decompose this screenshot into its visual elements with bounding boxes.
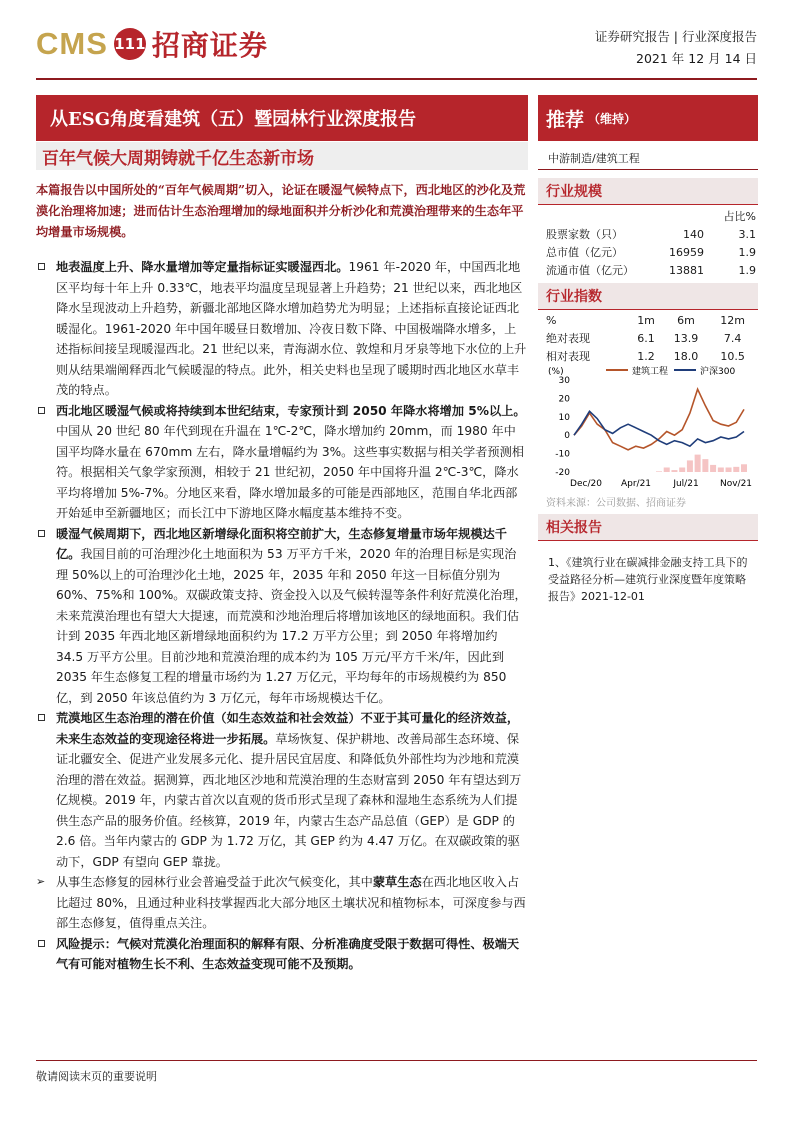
row-value: 18.0: [673, 349, 699, 363]
header-cell: 6m: [677, 313, 695, 327]
index-line-chart: [540, 364, 756, 488]
bullet-item: [36, 708, 528, 872]
arrow-bullet-icon: ➢: [36, 875, 46, 888]
row-value: 10.5: [720, 349, 745, 363]
related-report: 1、《建筑行业在碳减排金融支持工具下的受益路径分析—建筑行业深度暨年度策略报告》2021-12-01: [548, 556, 748, 603]
bullet-text: 中国从 20 世纪 80 年代到现在升温在 1℃-2℃，降水增加约 20mm，而 1980 年中国平均降水量在 670mm 左右，降水量增幅约为 3%。这些事实数据与相关学者预测相符。根据相关气象学家预测，相较于 21 世纪初，2050 年中国将升温 2℃-3℃，降水平均将增加 5%-7%。分地区来看，降水增加最多的可能是西部地区，范围自华北西部开始延申至新疆地区；而长江中下游地区降水幅度基本维持不变。: [56, 424, 524, 520]
header-cell: 12m: [720, 313, 745, 327]
rating-note: （维持）: [588, 111, 637, 126]
y-axis: [555, 376, 570, 478]
table-row: [546, 347, 756, 365]
rating-box: [538, 95, 758, 141]
checkbox-bullet-icon: [38, 940, 45, 947]
y-tick-label: 0: [564, 431, 570, 442]
relative-bar: [656, 471, 662, 472]
risk-lead: 风险提示：: [56, 936, 117, 951]
report-type: 证券研究报告 | 行业深度报告: [594, 29, 757, 44]
row-label: 总市值（亿元）: [546, 246, 623, 259]
legend-hs300: 沪深300: [700, 367, 736, 377]
row-pct: 1.9: [738, 245, 756, 259]
bullet-lead: 荒漠地区生态治理的潜在价值（如生态效益和社会效益）不亚于其可量化的经济效益，未来生态效益的变现途径将进一步拓展。: [56, 711, 520, 746]
logo-chinese: 招商证券: [151, 29, 268, 62]
bullet-text: 1961 年-2020 年，中国西北地区平均每十年上升 0.33℃，地表平均温度呈现显著上升趋势；21 世纪以来，西北地区降水呈现波动上升趋势，新疆北部地区降水增加趋势尤为明显；上述指标直接论证西北暖湿化。1961-2020 年中国年暖昼日数增加、冷夜日数下降、中国极端降水增多，上述指标间接呈现暖湿西北。21 世纪以来，青海湖水位、敦煌和月牙泉等地下水位的上升则从结果端阐释西北气候暖湿的特点。此外，相关史料也呈现了暖期时西北地区水草丰茂的特点。: [56, 260, 527, 397]
row-value: 6.1: [637, 331, 655, 345]
row-value: 13.9: [673, 331, 699, 345]
bullet-item: [36, 524, 528, 709]
report-subtitle: 百年气候大周期铸就千亿生态新市场: [36, 142, 528, 170]
header-rule: [36, 78, 757, 80]
report-title: 从ESG角度看建筑（五）暨园林行业深度报告: [36, 95, 528, 141]
relative-bar: [671, 470, 677, 472]
scale-header: 占比%: [723, 210, 756, 223]
row-pct: 1.9: [738, 263, 756, 277]
row-value: 7.4: [723, 331, 742, 345]
bullet-item: [36, 401, 528, 524]
y-tick-label: -10: [555, 449, 570, 460]
relative-bar: [664, 467, 670, 472]
row-pct: 3.1: [738, 227, 756, 241]
row-label: 股票家数（只）: [546, 228, 623, 241]
x-tick-label: Jul/21: [673, 479, 699, 488]
scale-table: [546, 207, 756, 279]
row-value: 13881: [669, 263, 704, 277]
row-label: 绝对表现: [546, 332, 590, 345]
bullet-item: [36, 257, 528, 401]
row-value: 140: [683, 227, 704, 241]
row-label: 相对表现: [546, 350, 590, 363]
summary: 本篇报告以中国所处的“百年气候周期”切入，论证在暖湿气候特点下，西北地区的沙化及荒漠化治理将加速；进而估计生态治理增加的绿地面积并分析沙化和荒漠治理带来的生态年平均增量市场规模。: [36, 183, 526, 239]
checkbox-bullet-icon: [38, 263, 45, 270]
section-underline: [538, 540, 758, 541]
arrow-text-b: 在西北地区收入占比超过 80%，且通过种业科技掌握西北大部分地区土壤状况和植物标本，可深度参与西部生态修复，值得重点关注。: [56, 875, 526, 930]
y-tick-label: -20: [555, 468, 570, 478]
header-cell: %: [546, 313, 557, 327]
x-tick-label: Apr/21: [620, 479, 652, 488]
risk-text: 气候对荒漠化治理面积的解释有限、分析准确度受限于数据可得性、极端天气有可能对植物生长不利、生态效益变现可能不及预期。: [56, 936, 520, 971]
section-underline: [538, 204, 758, 205]
relative-bar: [726, 467, 732, 472]
bullet-text: 草场恢复、保护耕地、改善局部生态环境、保证北疆安全、促进产业发展多元化、提升居民宜居度、和降低负外部性均为沙地和荒漠治理的潜在效益。据测算，西北地区沙地和荒漠治理的生态财富到 2050 年有望达到万亿规模。2019 年，内蒙古首次以直观的货币形式呈现了森林和湿地生态系统为人们提供生态产品的服务价值。经核算，2019 年，内蒙古生态产品总值（GEP）是 GDP 的 2.6 倍。当年内蒙古的 GDP 为 1.72 万亿，其 GEP 约为 4.47 万亿。在双碳政策的驱动下，GDP 有望向 GEP 靠拢。: [56, 731, 522, 869]
chart-source: 资料来源：公司数据、招商证券: [546, 498, 686, 509]
footer-note: 敬请阅读末页的重要说明: [36, 1070, 157, 1083]
arrow-text-a: 从事生态修复的园林行业会普遍受益于此次气候变化，其中: [56, 875, 373, 889]
table-row: [546, 243, 756, 261]
arrow-item: [36, 872, 528, 934]
table-row: [546, 329, 756, 347]
checkbox-bullet-icon: [38, 714, 45, 721]
logo-latin: CMS: [36, 26, 108, 61]
relative-bar: [741, 464, 747, 472]
table-row: [546, 225, 756, 243]
x-tick-label: Nov/21: [719, 479, 753, 488]
relative-bar: [710, 465, 716, 472]
highlight-company: 蒙草生态: [372, 875, 422, 889]
checkbox-bullet-icon: [38, 407, 45, 414]
bullet-lead: 暖湿气候周期下，西北地区新增绿化面积将空前扩大，生态修复增量市场年规模达千亿。: [56, 526, 507, 561]
relative-bar: [687, 460, 693, 472]
sector-label: 中游制造/建筑工程: [548, 152, 640, 165]
legend-construction: 建筑工程: [632, 367, 669, 377]
relative-bar: [679, 467, 685, 472]
bullet-text: 我国目前的可治理沙化土地面积为 53 万平方千米，2020 年的治理目标是实现治理 50%以上的可治理沙化土地，2025 年，2035 年和 2050 年这一目标值分别为 60%、75%和 100%。双碳政策支持、资金投入以及气候转湿等条件利好荒漠化治理，未来荒漠治理也有望大大提速，而荒漠和沙地治理后将增加该地区的绿地面积。我们估计到 2035 年西北地区新增绿地面积约为 17.2 万平方公里；到 2050 年将增加约 34.5 万平方公里。目前沙地和荒漠治理的成本约为 105 万元/平方千米/年，因此到 2035 年生态修复工程的增量市场约为 1.27 万亿元，平均每年的市场规模约为 850 亿，到 2050 年该总值约为 3 万亿元，每年市场规模达千亿。: [56, 547, 527, 705]
relative-bar: [718, 467, 724, 472]
index-table: [546, 311, 756, 365]
sidebar-rule: [538, 169, 758, 170]
y-tick-label: 30: [558, 376, 570, 386]
section-index-title: 行业指数: [538, 283, 758, 309]
header-meta: [595, 26, 757, 70]
rating-label: 推荐: [546, 108, 585, 131]
chart-unit-label: (%): [548, 367, 564, 377]
series-line-hs300: [574, 411, 744, 446]
logo-badge: 111: [114, 28, 146, 60]
row-label: 流通市值（亿元）: [546, 264, 634, 277]
section-scale-title: 行业规模: [538, 178, 758, 204]
relative-bar: [702, 459, 708, 472]
series-group: [574, 389, 747, 472]
table-header-row: [546, 311, 756, 329]
relative-bar: [695, 455, 701, 472]
y-tick-label: 20: [558, 394, 570, 405]
row-value: 1.2: [637, 349, 655, 363]
section-related-title: 相关报告: [538, 514, 758, 540]
bullet-list: [36, 257, 528, 975]
relative-bar: [733, 467, 739, 472]
y-tick-label: 10: [558, 412, 570, 423]
report-date: 2021 年 12 月 14 日: [636, 51, 757, 66]
x-axis: [570, 479, 752, 488]
row-value: 16959: [669, 245, 704, 259]
bullet-lead: 西北地区暖湿气候或将持续到本世纪结束，专家预计到 2050 年降水将增加 5%以上。: [56, 403, 526, 418]
section-underline: [538, 309, 758, 310]
checkbox-bullet-icon: [38, 530, 45, 537]
header-cell: 1m: [637, 313, 655, 327]
x-tick-label: Dec/20: [570, 479, 602, 488]
risk-item: [36, 934, 528, 975]
logo: [36, 26, 268, 62]
table-row: [546, 261, 756, 279]
bullet-lead: 地表温度上升、降水量增加等定量指标证实暖湿西北。: [56, 260, 349, 274]
footer-rule: [36, 1060, 757, 1061]
